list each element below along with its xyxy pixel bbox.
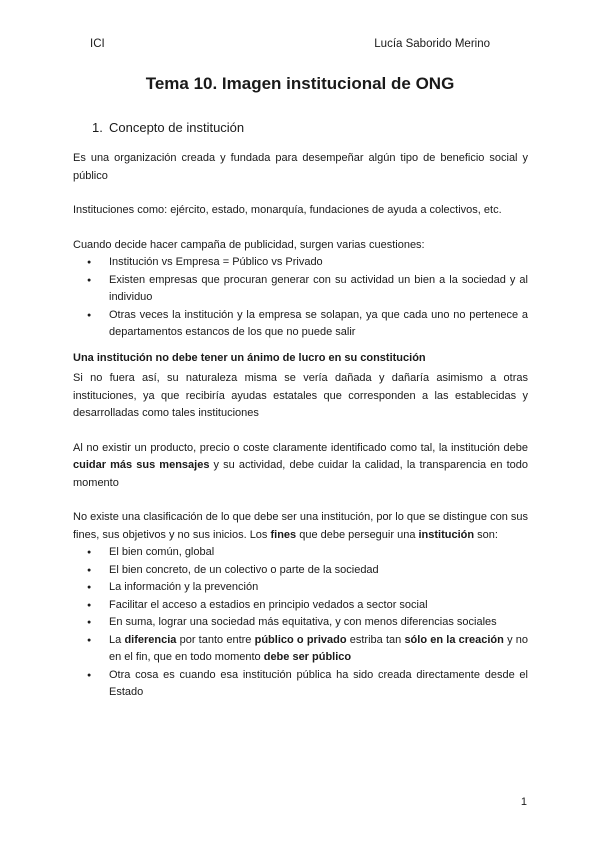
paragraph-messages: Al no existir un producto, precio o coste claramente identificado como tal, la institución debe cuidar más sus mensajes y su actividad, debe cuidar la calidad, la transparencia en todo momento — [73, 441, 528, 489]
list-item: ● Otras veces la institución y la empresa se solapan, ya que cada uno no pertenece a departamentos estancos de los que no puede salir — [73, 307, 528, 342]
bullet-list-fines — [73, 544, 528, 702]
list-item: ● Existen empresas que procuran generar con su actividad un bien a la sociedad y al individuo — [73, 272, 528, 307]
header-author: Lucía Saborido Merino — [374, 38, 490, 50]
list-item: ● El bien común, global — [73, 544, 528, 562]
section-label: Concepto de institución — [109, 120, 245, 135]
list-item: ● El bien concreto, de un colectivo o parte de la sociedad — [73, 562, 528, 580]
list-item: ● Facilitar el acceso a estadios en principio vedados a sector social — [73, 597, 528, 615]
list-item: ● Institución vs Empresa = Público vs Privado — [73, 254, 528, 272]
section-heading — [92, 120, 244, 135]
document-body — [73, 150, 528, 702]
paragraph-consequences: Si no fuera así, su naturaleza misma se vería dañada y dañaría asimismo a otras instituciones, ya que recibiría ayudas estatales que corresponden a las establecidas y desarrolladas como tales instituciones — [73, 372, 528, 419]
subheading-lucro: Una institución no debe tener un ánimo de lucro en su constitución — [73, 351, 426, 364]
paragraph-examples: Instituciones como: ejército, estado, monarquía, fundaciones de ayuda a colectivos, etc. — [73, 204, 502, 216]
paragraph-campaign: Cuando decide hacer campaña de publicidad, surgen varias cuestiones: — [73, 238, 425, 251]
list-item: ● La información y la prevención — [73, 579, 528, 597]
list-item: ● La diferencia por tanto entre público o privado estriba tan sólo en la creación y no en el fin, que en todo momento debe ser público — [73, 632, 528, 667]
paragraph-definition: Es una organización creada y fundada para desempeñar algún tipo de beneficio social y público — [73, 152, 528, 182]
list-item: ● En suma, lograr una sociedad más equitativa, y con menos diferencias sociales — [73, 614, 528, 632]
paragraph-classification: No existe una clasificación de lo que debe ser una institución, por lo que se distingue con sus fines, sus objetivos y no sus inicios. Los fines que debe perseguir una institución son: — [73, 511, 528, 541]
section-number: 1. — [92, 120, 103, 135]
header-course: ICI — [90, 38, 105, 50]
page-number: 1 — [520, 796, 527, 808]
list-item: ● Otra cosa es cuando esa institución pública ha sido creada directamente desde el Estado — [73, 667, 528, 702]
bullet-list-questions — [73, 254, 528, 342]
page-title: Tema 10. Imagen institucional de ONG — [145, 74, 455, 93]
